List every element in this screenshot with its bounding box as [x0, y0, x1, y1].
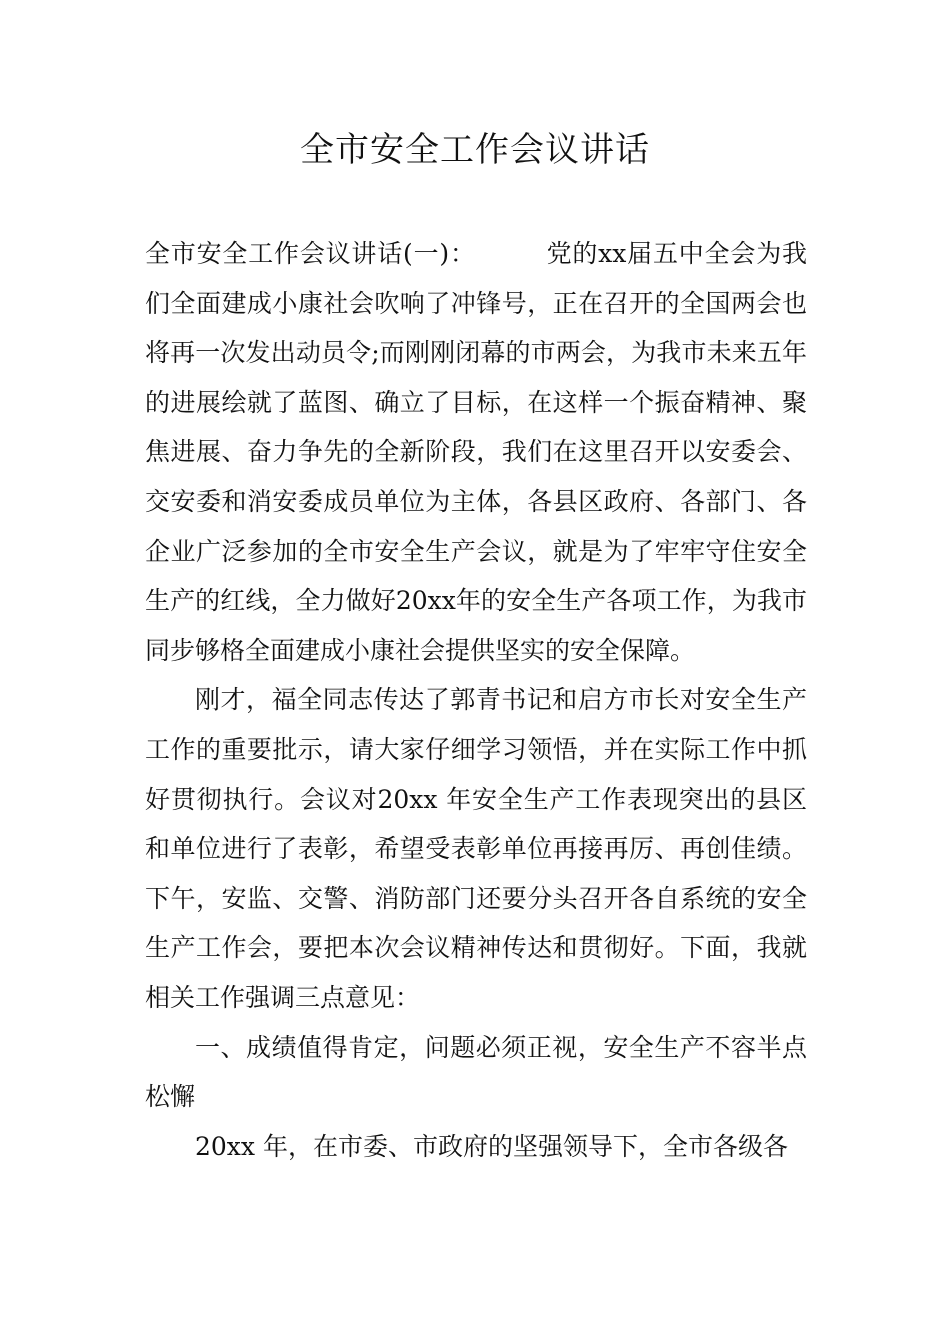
paragraph-3: 20xx 年，在市委、市政府的坚强领导下，全市各级各 [195, 1131, 788, 1161]
document-title: 全市安全工作会议讲话 [300, 130, 650, 170]
document-body [145, 229, 807, 1171]
paragraph-1 [145, 229, 807, 675]
paragraph-1-text: 党的xx届五中全会为我们全面建成小康社会吹响了冲锋号，正在召开的全国两会也将再一次发出动员令;而刚刚闭幕的市两会，为我市未来五年的进展绘就了蓝图、确立了目标，在这样一个振奋精神、聚焦进展、奋力争先的全新阶段，我们在这里召开以安委会、交安委和消安委成员单位为主体，各县区政府、各部门、各企业广泛参加的全市安全生产会议，就是为了牢牢守住安全生产的红线，全力做好20xx年的安全生产各项工作，为我市同步够格全面建成小康社会提供坚实的安全保障。 [145, 239, 807, 665]
paragraph-2: 刚才，福全同志传达了郭青书记和启方市长对安全生产工作的重要批示，请大家仔细学习领悟，并在实际工作中抓好贯彻执行。会议对20xx 年安全生产工作表现突出的县区和单位进行了表彰，希望受表彰单位再接再厉、再创佳绩。下午，安监、交警、消防部门还要分头召开各自系统的安全生产工作会，要把本次会议精神传达和贯彻好。下面，我就相关工作强调三点意见： [145, 685, 807, 1012]
section-heading-1: 一、成绩值得肯定，问题必须正视，安全生产不容半点松懈 [145, 1032, 807, 1112]
paragraph-1-lead: 全市安全工作会议讲话(一)： [145, 239, 476, 268]
